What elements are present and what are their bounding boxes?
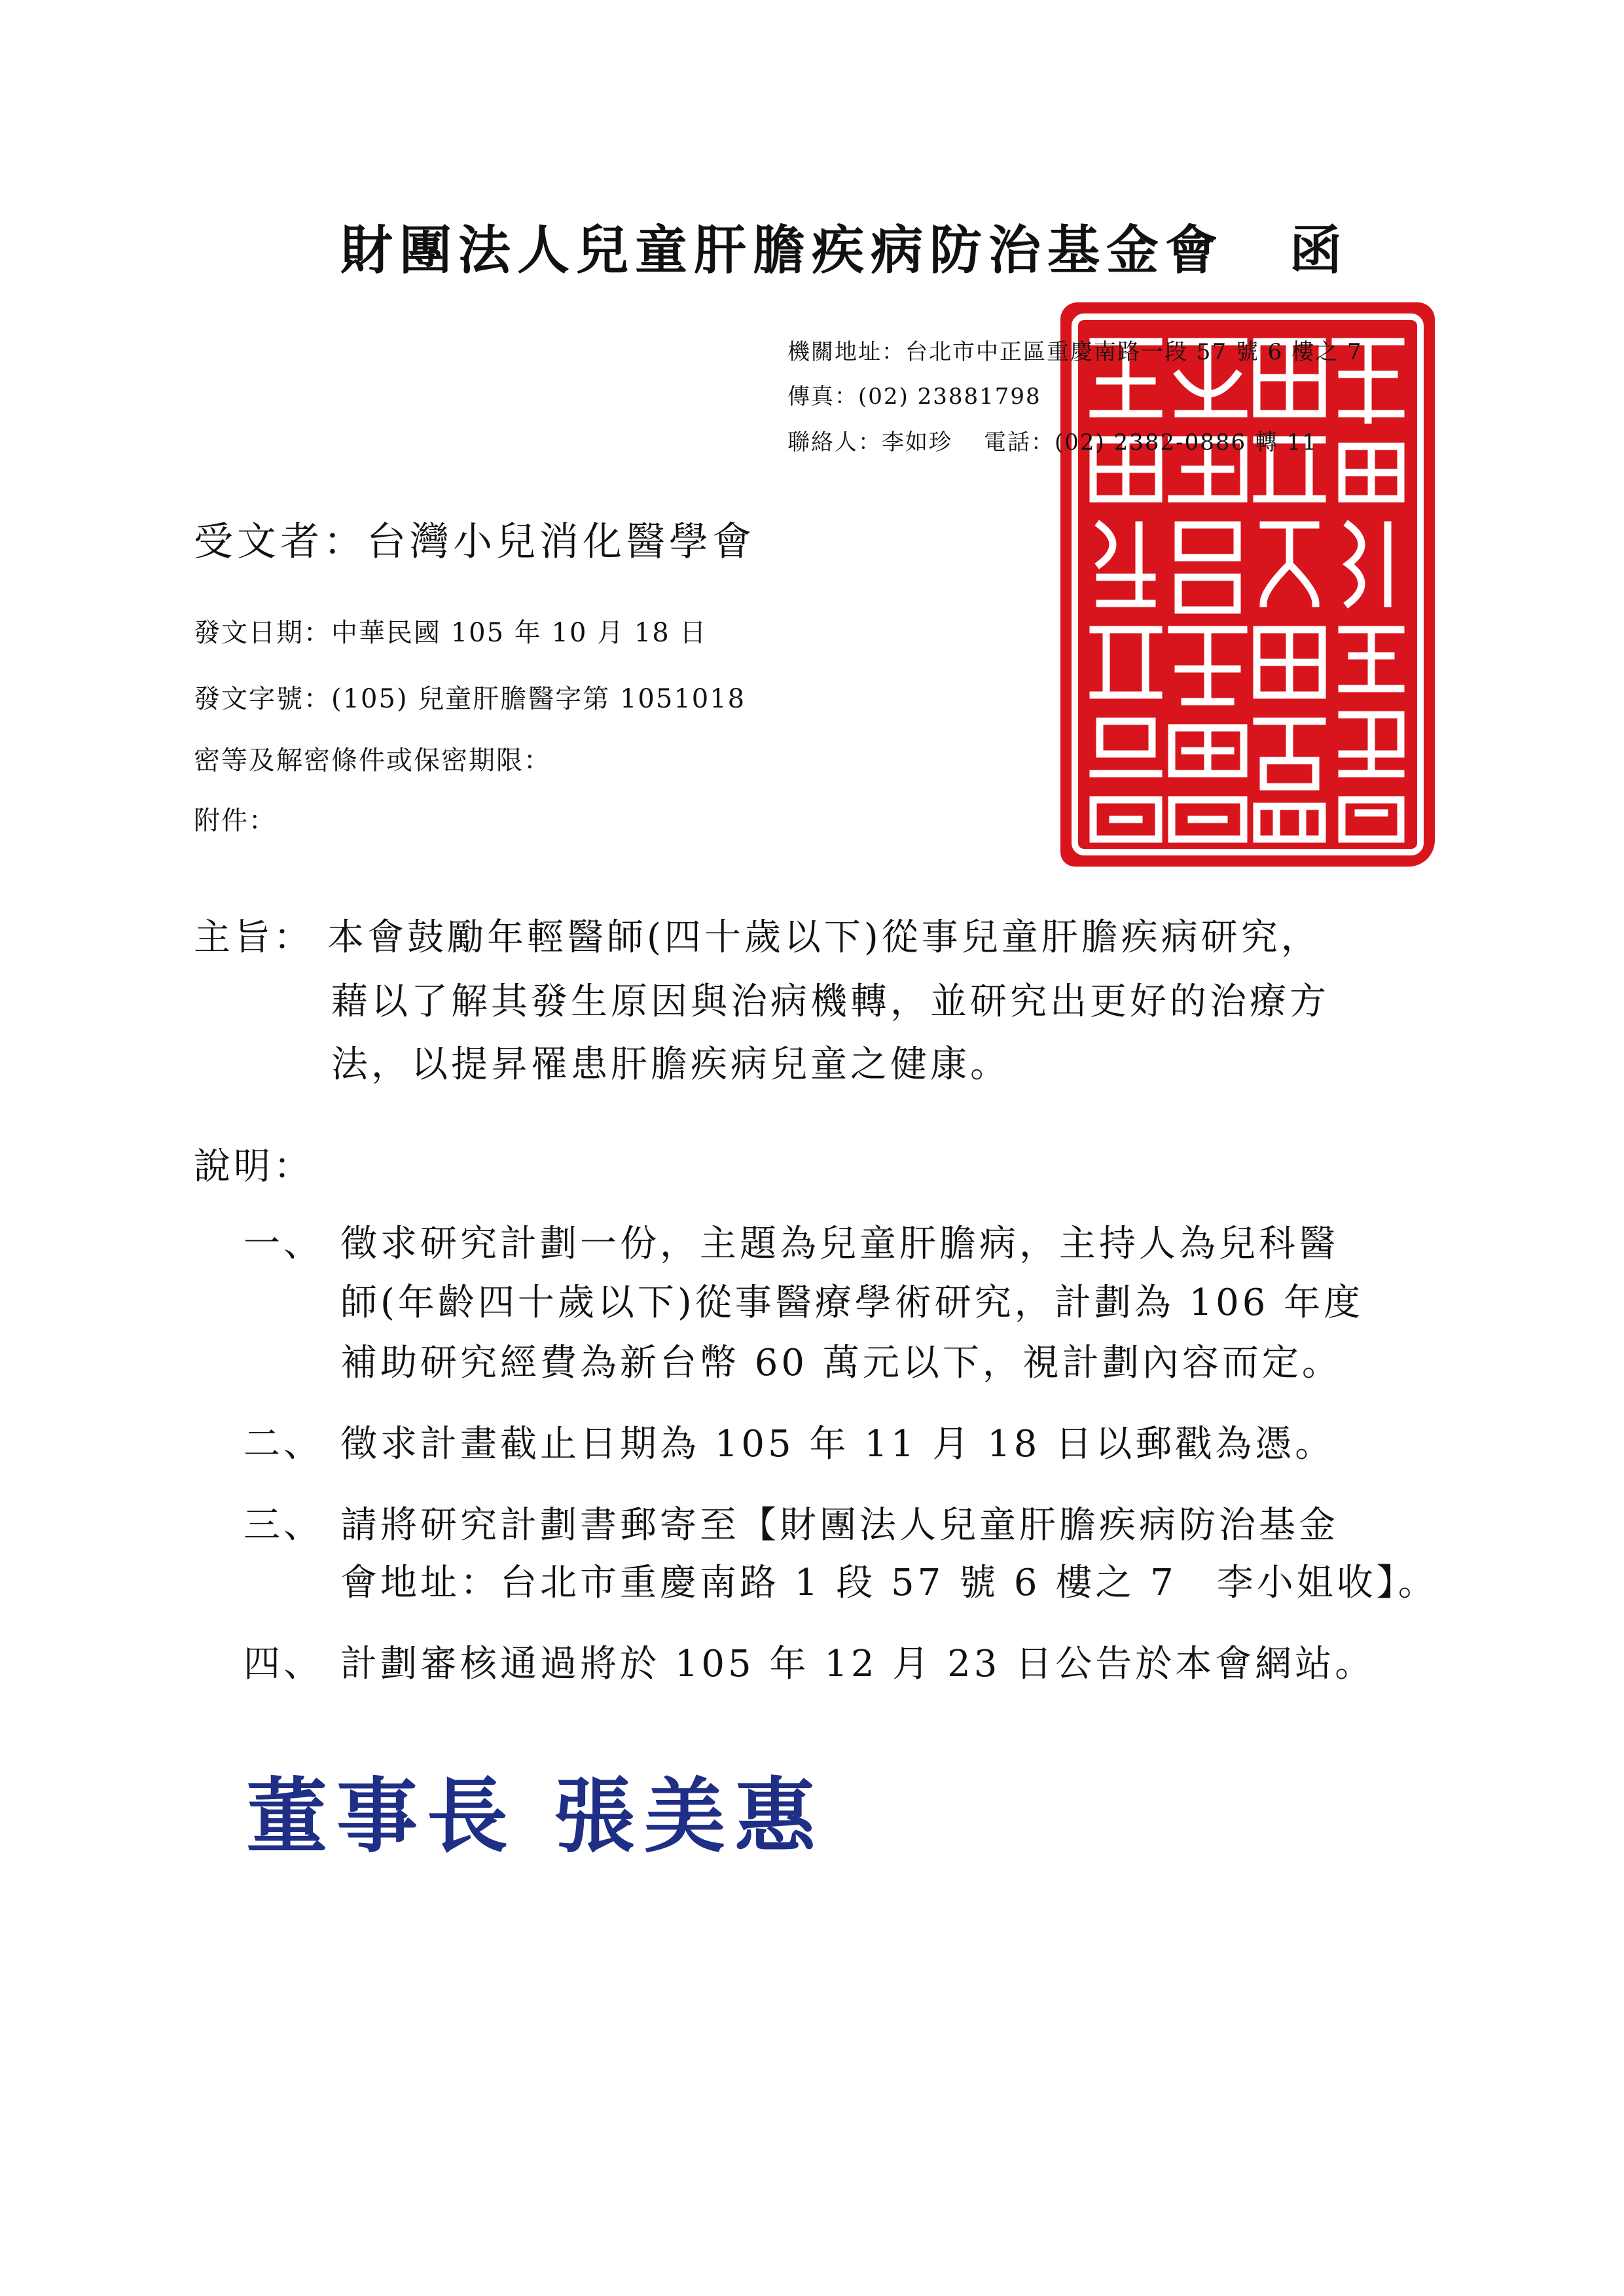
fax-number: 傳真：(02) 23881798 [787, 384, 1041, 410]
seal-glyph-pattern [1060, 302, 1435, 867]
contact-person: 聯絡人：李如珍 [787, 429, 952, 456]
subject-label: 主旨： [194, 916, 314, 959]
doc-type: 函 [1290, 219, 1348, 281]
signer-name: 張美惠 [554, 1769, 825, 1864]
secrecy-level: 密等及解密條件或保密期限： [194, 745, 551, 776]
subject-line: 本會鼓勵年輕醫師(四十歲以下)從事兒童肝膽疾病研究， [327, 916, 1321, 959]
issue-date: 發文日期：中華民國 105 年 10 月 18 日 [194, 618, 708, 648]
org-title: 財團法人兒童肝膽疾病防治基金會 [340, 219, 1224, 281]
item-line: 徵求計畫截止日期為 105 年 11 月 18 日以郵戳為憑。 [340, 1423, 1335, 1465]
contact-line [787, 424, 1318, 456]
seal-stamp-icon [1060, 302, 1435, 867]
item-line: 補助研究經費為新台幣 60 萬元以下，視計劃內容而定。 [340, 1342, 1342, 1384]
subject-line: 藉以了解其發生原因與治病機轉，並研究出更好的治療方 [331, 980, 1329, 1023]
item-line: 師(年齡四十歲以下)從事醫療學術研究，計劃為 106 年度 [340, 1282, 1364, 1324]
item-line: 請將研究計劃書郵寄至【財團法人兒童肝膽疾病防治基金 [340, 1504, 1339, 1547]
document-title [340, 208, 1348, 283]
item-line: 徵求研究計劃一份，主題為兒童肝膽病，主持人為兒科醫 [340, 1223, 1339, 1265]
subject-line: 法，以提昇罹患肝膽疾病兒童之健康。 [331, 1043, 1010, 1086]
explanation-label: 說明： [194, 1145, 314, 1188]
item-number: 一、 [244, 1223, 323, 1265]
recipient: 受文者：台灣小兒消化醫學會 [194, 519, 755, 565]
item-line: 計劃審核通過將於 105 年 12 月 23 日公告於本會網站。 [340, 1643, 1375, 1685]
signer-title: 董事長 [246, 1769, 518, 1864]
item-line: 會地址：台北市重慶南路 1 段 57 號 6 樓之 7 李小姐收】。 [340, 1562, 1438, 1604]
phone-number: 電話：(02) 2382-0886 轉 11 [984, 429, 1318, 456]
item-number: 二、 [244, 1423, 323, 1465]
document-number: 發文字號：(105) 兒童肝膽醫字第 1051018 [194, 684, 746, 714]
attachment: 附件： [194, 806, 276, 836]
signature [246, 1751, 825, 1868]
agency-address: 機關地址：台北市中正區重慶南路一段 57 號 6 樓之 7 [787, 339, 1363, 365]
item-number: 四、 [244, 1643, 323, 1685]
item-number: 三、 [244, 1504, 323, 1547]
